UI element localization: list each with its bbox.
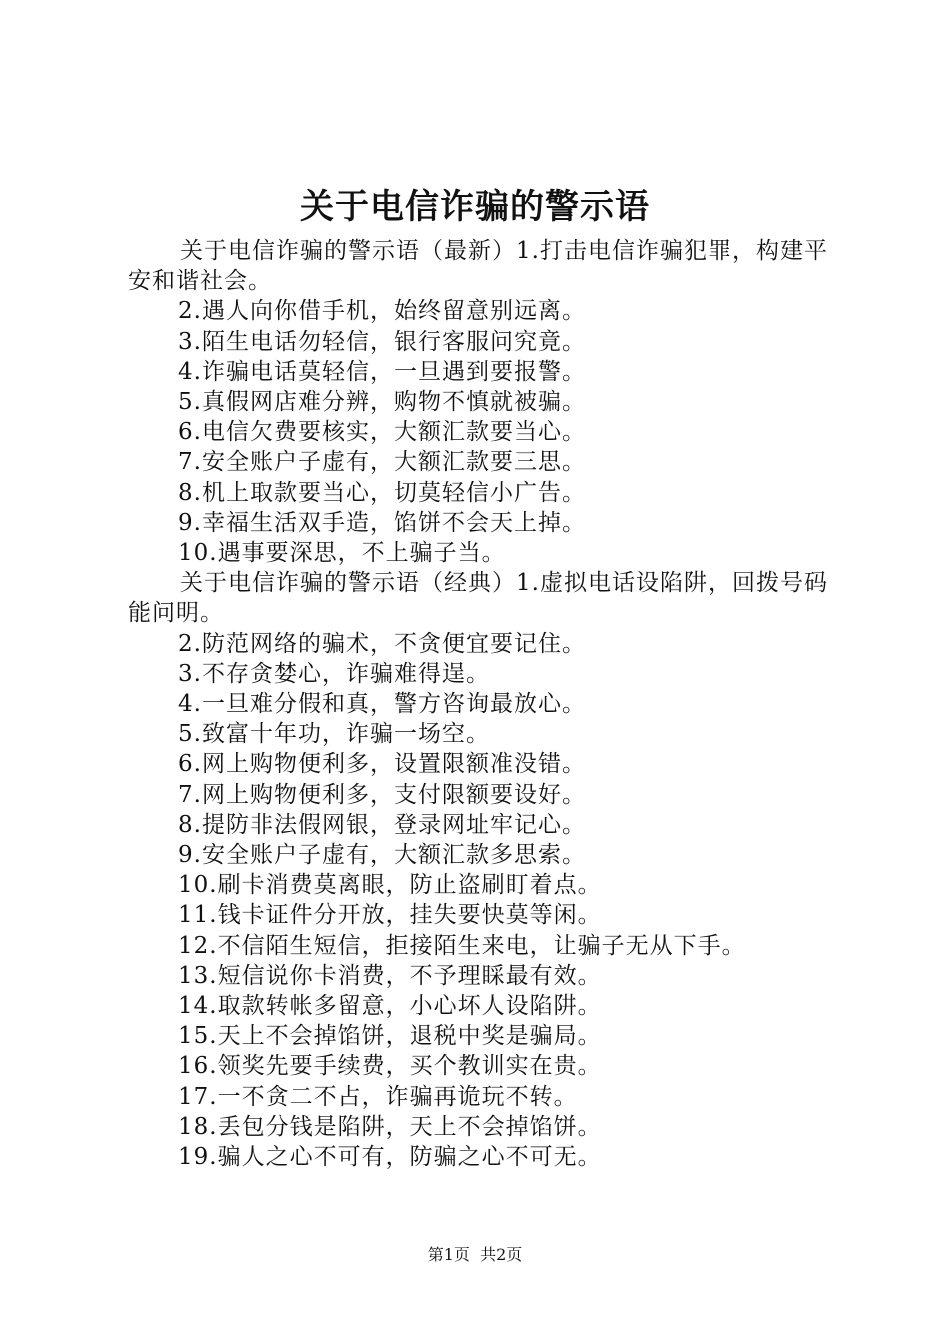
- page-footer: [0, 1244, 950, 1266]
- list-item: 2.防范网络的骗术，不贪便宜要记住。: [178, 630, 586, 657]
- list-item: 9.安全账户子虚有，大额汇款多思索。: [178, 842, 586, 869]
- list-item: 18.丢包分钱是陷阱，天上不会掉馅饼。: [178, 1113, 602, 1140]
- list-item: 17.一不贪二不占，诈骗再诡玩不转。: [178, 1083, 578, 1110]
- list-item: 6.网上购物便利多，设置限额准没错。: [178, 751, 586, 778]
- list-item: 10.刷卡消费莫离眼，防止盗刷盯着点。: [178, 872, 602, 899]
- page-number: 第1页: [427, 1245, 470, 1264]
- list-item: 4.诈骗电话莫轻信，一旦遇到要报警。: [178, 358, 586, 385]
- document-title: 关于电信诈骗的警示语: [300, 187, 650, 227]
- list-item: 14.取款转帐多留意，小心坏人设陷阱。: [178, 993, 602, 1020]
- list-item: 13.短信说你卡消费，不予理睬最有效。: [178, 962, 602, 989]
- list-item: 7.网上购物便利多，支付限额要设好。: [178, 781, 586, 808]
- list-item: 16.领奖先要手续费，买个教训实在贵。: [178, 1053, 602, 1080]
- list-item: 8.机上取款要当心，切莫轻信小广告。: [178, 479, 586, 506]
- list-item: 10.遇事要深思，不上骗子当。: [178, 540, 506, 567]
- list-item: 5.致富十年功，诈骗一场空。: [178, 721, 490, 748]
- page-total: 共2页: [480, 1245, 523, 1264]
- list-item: 12.不信陌生短信，拒接陌生来电，让骗子无从下手。: [178, 932, 746, 959]
- list-item: 19.骗人之心不可有，防骗之心不可无。: [178, 1144, 602, 1171]
- list-item: 5.真假网店难分辨，购物不慎就被骗。: [178, 389, 586, 416]
- list-item: 6.电信欠费要核实，大额汇款要当心。: [178, 419, 586, 446]
- list-item: 4.一旦难分假和真，警方咨询最放心。: [178, 691, 586, 718]
- list-item: 3.不存贪婪心，诈骗难得逞。: [178, 660, 490, 687]
- list-item: 9.幸福生活双手造，馅饼不会天上掉。: [178, 509, 586, 536]
- list-item: 2.遇人向你借手机，始终留意别远离。: [178, 298, 586, 325]
- list-item: 8.提防非法假网银，登录网址牢记心。: [178, 811, 586, 838]
- list-item: 11.钱卡证件分开放，挂失要快莫等闲。: [178, 902, 602, 929]
- list-item: 15.天上不会掉馅饼，退税中奖是骗局。: [178, 1023, 602, 1050]
- list-item: 7.安全账户子虚有，大额汇款要三思。: [178, 449, 586, 476]
- section1-intro: 关于电信诈骗的警示语（最新）1.打击电信诈骗犯罪，构建平安和谐社会。: [128, 238, 828, 295]
- list-item: 3.陌生电话勿轻信，银行客服问究竟。: [178, 328, 586, 355]
- section2-intro: 关于电信诈骗的警示语（经典）1.虚拟电话设陷阱，回拨号码能问明。: [128, 570, 828, 627]
- document-body: [128, 236, 828, 1172]
